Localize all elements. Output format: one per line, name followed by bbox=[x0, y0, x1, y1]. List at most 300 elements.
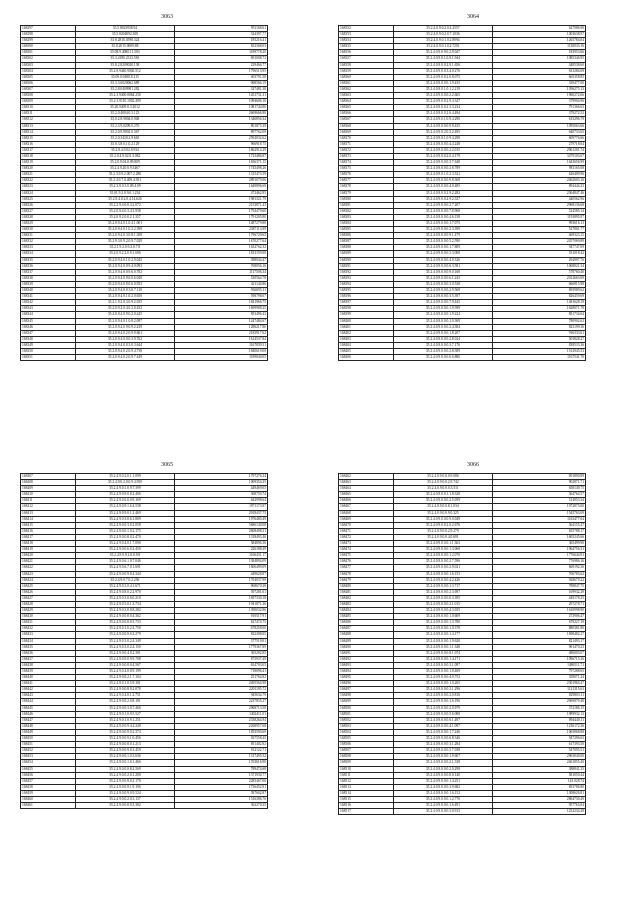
amount-cell: 3479103.67 bbox=[492, 153, 585, 159]
code-cell: 35.2.4.0.9.0.0.0.3.1.284 bbox=[394, 742, 492, 748]
code-cell: 35.2.4.0.9.0.1.0.1.2.219 bbox=[394, 86, 492, 92]
row-id-cell: 168404 bbox=[339, 342, 394, 348]
code-cell: 35.2.4.0.9.0.0.0.6.6.886 bbox=[394, 355, 492, 361]
row-id-cell: 168483 bbox=[339, 601, 394, 607]
amount-cell: 339477.00 bbox=[492, 80, 585, 86]
amount-cell: 875937.49 bbox=[174, 656, 267, 662]
row-id-cell: 168320 bbox=[21, 166, 76, 172]
code-cell: 35.2.4.0.9.0.0.2.0.8.075 bbox=[394, 74, 492, 80]
amount-cell: 1068821.34 bbox=[492, 263, 585, 269]
code-cell: 35.2.4.9.0.0.1.0.3.636 bbox=[76, 754, 174, 760]
amount-cell: 364764.57 bbox=[492, 492, 585, 498]
amount-cell: 658149.75 bbox=[492, 486, 585, 492]
code-cell: 35.2.4.0.9.0.0.0.3.7.038 bbox=[394, 748, 492, 754]
code-cell: 35.2.0.9.2.2.0.9.1.696 bbox=[76, 251, 174, 257]
row-id-cell: 168313 bbox=[21, 123, 76, 129]
code-cell: 35.2.4.9.0.0.1.0.2.175 bbox=[76, 528, 174, 534]
row-id-cell: 168355 bbox=[339, 44, 394, 50]
amount-cell: 1723486.87 bbox=[174, 153, 267, 159]
row-id-cell: 168357 bbox=[339, 56, 394, 62]
row-id-cell: 168474 bbox=[339, 547, 394, 553]
code-cell: 35.2.4.0.9.0.0.0.0.3.395 bbox=[394, 595, 492, 601]
row-id-cell: 168486 bbox=[339, 620, 394, 626]
amount-cell: 1516386.76 bbox=[174, 796, 267, 802]
code-cell: 35.01.9.2.0.9.0.1.234 bbox=[76, 190, 174, 196]
amount-cell: 851402.82 bbox=[174, 742, 267, 748]
row-id-cell: 168347 bbox=[21, 330, 76, 336]
code-cell: 35.2.8.0409981.282 bbox=[76, 86, 174, 92]
code-cell: 35.2.0.9.4.0.9.0.6.0.953 bbox=[76, 281, 174, 287]
code-cell: 35.2.3.9.0209.0.276 bbox=[76, 123, 174, 129]
code-cell: 35.2.4.9.0.1.0.5.9.101 bbox=[76, 681, 174, 687]
amount-cell: 362270.35 bbox=[174, 803, 267, 809]
amount-cell: 788847.75 bbox=[492, 583, 585, 589]
row-id-cell: 168317 bbox=[21, 147, 76, 153]
amount-cell: 2387113.99 bbox=[174, 227, 267, 233]
page-title: 3063 bbox=[161, 14, 173, 20]
row-id-cell: 168343 bbox=[21, 306, 76, 312]
code-cell: 35.2.4.0.9.0.0.0.1.4.251 bbox=[394, 778, 492, 784]
code-cell: 35.2.4.9.0.8.0.2.2.970 bbox=[76, 589, 174, 595]
amount-cell: 2018437.75 bbox=[174, 510, 267, 516]
row-id-cell: 168480 bbox=[339, 583, 394, 589]
code-cell: 35.2.0.9.4.0.1.0.8.2.097 bbox=[76, 318, 174, 324]
row-id-cell: 168307 bbox=[21, 86, 76, 92]
row-id-cell: 168328 bbox=[21, 214, 76, 220]
code-cell: 35.2.4.0.9.0.0.0.3.3.008 bbox=[394, 251, 492, 257]
row-id-cell: 168375 bbox=[339, 166, 394, 172]
amount-cell: 1193895.97 bbox=[492, 214, 585, 220]
code-cell: 35.2.0.9.4.0.0.3.0.7.110 bbox=[76, 288, 174, 294]
code-cell: 35.2.4.0.9.0.0.0.2.7.207 bbox=[394, 202, 492, 208]
amount-cell: 894444.23 bbox=[492, 184, 585, 190]
row-id-cell: 168504 bbox=[339, 729, 394, 735]
amount-cell: 324397.77 bbox=[174, 32, 267, 38]
amount-cell: 1862914.29 bbox=[174, 147, 267, 153]
amount-cell: 1606499.09 bbox=[174, 565, 267, 571]
code-cell: 35.2.4.0.9.0.0.0.1.2.070 bbox=[394, 553, 492, 559]
row-id-cell: 168325 bbox=[21, 196, 76, 202]
amount-cell: 776986.16 bbox=[492, 559, 585, 565]
row-id-cell: 168390 bbox=[339, 257, 394, 263]
code-cell: 35.0.3.8.0.1.0.2.129 bbox=[76, 141, 174, 147]
amount-cell: 397602.87 bbox=[174, 790, 267, 796]
row-id-cell: 168508 bbox=[339, 754, 394, 760]
code-cell: 35.2.4.0.9.0.0.0.2.1.015 bbox=[394, 601, 492, 607]
amount-cell: 691890.89 bbox=[492, 474, 585, 480]
code-cell: 35.2.4.0.9.0.0.0.1.6.491 bbox=[394, 803, 492, 809]
amount-cell: 1632762.32 bbox=[174, 245, 267, 251]
row-id-cell: 168411 bbox=[21, 498, 76, 504]
code-cell: 35.2.4.0.9.0.0.0.4.3.035 bbox=[394, 608, 492, 614]
code-cell: 35.2.4.9.0.0.2.0.3.137 bbox=[76, 796, 174, 802]
amount-cell: 1487279.88 bbox=[174, 221, 267, 227]
code-cell: 35.2.4.0.9.0.0.0.2.5.059 bbox=[394, 498, 492, 504]
amount-cell: 2968136.68 bbox=[492, 202, 585, 208]
amount-cell: 364155.47 bbox=[492, 522, 585, 528]
code-cell: 35.2.4.0.9.0.0.0.4.0.485 bbox=[394, 184, 492, 190]
amount-cell: 1481628.19 bbox=[492, 300, 585, 306]
amount-cell: 530564.78 bbox=[174, 275, 267, 281]
amount-cell: 2891079.06 bbox=[174, 178, 267, 184]
code-cell: 35.2.4.0.9.0.0.0.1.1.348 bbox=[394, 644, 492, 650]
page-3065 bbox=[14, 458, 320, 898]
amount-cell: 1009354.25 bbox=[174, 480, 267, 486]
code-cell: 35.2.4.9.0.0.8.9.2.078 bbox=[76, 687, 174, 693]
amount-cell: 1763616.90 bbox=[174, 760, 267, 766]
row-id-cell: 168467 bbox=[339, 504, 394, 510]
amount-cell: 780902.62 bbox=[492, 318, 585, 324]
code-cell: 35.2.0.9.4.0.2.0.9.9.661 bbox=[76, 330, 174, 336]
row-id-cell: 168491 bbox=[339, 650, 394, 656]
row-id-cell: 168437 bbox=[21, 656, 76, 662]
row-id-cell: 168346 bbox=[21, 324, 76, 330]
amount-cell: 2961201.74 bbox=[492, 147, 585, 153]
amount-cell: 902871.71 bbox=[492, 480, 585, 486]
code-cell: 35.2.9.4.0.2.0.4.14.626 bbox=[76, 196, 174, 202]
code-cell: 35.2.4.0.9.0.0.0.1.4.171 bbox=[394, 656, 492, 662]
code-cell: 35.2.4.9.0.0.2.0.1.200 bbox=[76, 772, 174, 778]
code-cell: 35.2.4.0.9.0.0.2.0.4.179 bbox=[394, 153, 492, 159]
row-id-cell: 168397 bbox=[339, 300, 394, 306]
code-cell: 35.2.4.0.9.0.0.2.0.2.676 bbox=[394, 522, 492, 528]
amount-cell: 1286217.86 bbox=[174, 324, 267, 330]
amount-cell: 503828.27 bbox=[492, 336, 585, 342]
row-id-cell: 168496 bbox=[339, 681, 394, 687]
row-id-cell: 168329 bbox=[21, 221, 76, 227]
code-cell: 35.2.4.0.9.0.0.0.3.511 bbox=[394, 486, 492, 492]
row-id-cell: 168391 bbox=[339, 263, 394, 269]
code-cell: 35.2.4.0.9.0.0.2.9.279 bbox=[394, 528, 492, 534]
code-cell: 35.2.4.0.9.0.0.0.3.7.176 bbox=[394, 342, 492, 348]
amount-cell: 2592032.62 bbox=[174, 135, 267, 141]
code-cell: 35.2.4.9.0.0.9.0.2.170 bbox=[76, 778, 174, 784]
row-id-cell: 168324 bbox=[21, 190, 76, 196]
row-id-cell: 168408 bbox=[21, 480, 76, 486]
row-id-cell: 168461 bbox=[21, 803, 76, 809]
code-cell: 35.2.4.9.0.3.0.4.1.671 bbox=[76, 583, 174, 589]
row-id-cell: 168487 bbox=[339, 626, 394, 632]
code-cell: 35.2.4.0.9.0.1.0.2.8094 bbox=[394, 38, 492, 44]
row-id-cell: 168319 bbox=[21, 160, 76, 166]
data-table bbox=[338, 473, 586, 815]
code-cell: 35.2.4.0.9.0.0.0.3.5.397 bbox=[394, 294, 492, 300]
row-id-cell: 168327 bbox=[21, 208, 76, 214]
code-cell: 35.2.4.0.9.0.0.0.1.3.717 bbox=[394, 583, 492, 589]
code-cell: 35.2.4.9.0.0.3.0.7.466 bbox=[76, 705, 174, 711]
amount-cell: 1813159.00 bbox=[174, 251, 267, 257]
row-id-cell: 168507 bbox=[339, 748, 394, 754]
amount-cell: 1236172.36 bbox=[492, 723, 585, 729]
row-id-cell: 168469 bbox=[339, 516, 394, 522]
code-cell: 35.2.4.0.9.0.0.0.3.1.097 bbox=[394, 662, 492, 668]
amount-cell: 1971173.97 bbox=[174, 504, 267, 510]
code-cell: 35.2.4.0.9.0.1.0.9.4.290 bbox=[394, 117, 492, 123]
amount-cell: 372186.15 bbox=[492, 705, 585, 711]
amount-cell: 143.028.74 bbox=[492, 778, 585, 784]
row-id-cell: 168306 bbox=[21, 80, 76, 86]
row-id-cell: 168349 bbox=[21, 342, 76, 348]
code-cell: 35.2.0.9.4.0.3.4.3.938 bbox=[76, 208, 174, 214]
amount-cell: 706783.62 bbox=[492, 571, 585, 577]
row-id-cell: 168475 bbox=[339, 553, 394, 559]
code-cell: 35.2.4.0.9.0.0.0.1.0.369 bbox=[394, 318, 492, 324]
row-id-cell: 168506 bbox=[339, 742, 394, 748]
code-cell: 35.2.4.0.9.0.0.0.2.0.298 bbox=[394, 766, 492, 772]
amount-cell: 1670277.64 bbox=[174, 239, 267, 245]
row-id-cell: 168383 bbox=[339, 214, 394, 220]
amount-cell: 1095063.66 bbox=[492, 123, 585, 129]
code-cell: 35.8.2015.0009.88 bbox=[76, 44, 174, 50]
row-id-cell: 168367 bbox=[339, 117, 394, 123]
amount-cell: 365499.90 bbox=[492, 541, 585, 547]
amount-cell: 1796513.95 bbox=[174, 68, 267, 74]
row-id-cell: 168300 bbox=[21, 44, 76, 50]
amount-cell: 678258.00 bbox=[174, 626, 267, 632]
amount-cell: 1451731.31 bbox=[174, 93, 267, 99]
amount-cell: 473906.47 bbox=[492, 614, 585, 620]
row-id-cell: 168419 bbox=[21, 547, 76, 553]
row-id-cell: 168336 bbox=[21, 263, 76, 269]
code-cell: 35.2.4.0.9.0.0.0.1.0.378 bbox=[394, 626, 492, 632]
row-id-cell: 168365 bbox=[339, 105, 394, 111]
amount-cell: 1384894.09 bbox=[174, 559, 267, 565]
row-id-cell: 168420 bbox=[21, 553, 76, 559]
code-cell: 35.2.4.0.7.0.409.4.931 bbox=[76, 178, 174, 184]
amount-cell: 578760.40 bbox=[492, 269, 585, 275]
row-id-cell: 168428 bbox=[21, 601, 76, 607]
row-id-cell: 168403 bbox=[339, 336, 394, 342]
code-cell: 35.2.4.9.0.0.8.0.1.213 bbox=[76, 742, 174, 748]
row-id-cell: 168497 bbox=[339, 687, 394, 693]
amount-cell: 2969879.40 bbox=[492, 699, 585, 705]
code-cell: 35.2.0.9.2.0.4.0.2.0.452 bbox=[76, 306, 174, 312]
row-id-cell: 168484 bbox=[339, 608, 394, 614]
row-id-cell: 168298 bbox=[21, 32, 76, 38]
code-cell: 35.20.9409.0.3.2012 bbox=[76, 105, 174, 111]
code-cell: 35.2.0.9.4.0.9.0.2.0.245 bbox=[76, 312, 174, 318]
code-cell: 35.2.4.0.9.0.0.0.1.3.780 bbox=[394, 620, 492, 626]
code-cell: 35.2.4.0.9.0.0.0.5.6.088 bbox=[394, 711, 492, 717]
code-cell: 35.8.2.8209020.138 bbox=[76, 62, 174, 68]
row-id-cell: 168421 bbox=[21, 559, 76, 565]
row-id-cell: 168395 bbox=[339, 288, 394, 294]
code-cell: 35.2.4.9.0.0.8.0.4.362 bbox=[76, 614, 174, 620]
code-cell: 35.2.2.9.4.0.0.3.2.072 bbox=[76, 202, 174, 208]
row-id-cell: 168453 bbox=[21, 754, 76, 760]
amount-cell: 368759.74 bbox=[174, 492, 267, 498]
amount-cell: 1081744.86 bbox=[174, 105, 267, 111]
row-id-cell: 168445 bbox=[21, 705, 76, 711]
data-table bbox=[20, 25, 268, 361]
code-cell: 35.2.4.0.9.0.0.0.4.0.326 bbox=[394, 257, 492, 263]
amount-cell: 1317495.52 bbox=[174, 754, 267, 760]
row-id-cell: 168510 bbox=[339, 766, 394, 772]
code-cell: 35.2.4.0.9.0.0.0.1.9.620 bbox=[394, 638, 492, 644]
row-id-cell: 168335 bbox=[21, 257, 76, 263]
page-3064 bbox=[320, 10, 626, 450]
row-id-cell: 168448 bbox=[21, 723, 76, 729]
row-id-cell: 168348 bbox=[21, 336, 76, 342]
amount-cell: 627474.75 bbox=[174, 620, 267, 626]
amount-cell: 1371930.77 bbox=[174, 772, 267, 778]
code-cell: 35.2.3.9.0.3.0.09.4.09 bbox=[76, 184, 174, 190]
row-id-cell: 168409 bbox=[21, 486, 76, 492]
amount-cell: 1796729.65 bbox=[174, 233, 267, 239]
amount-cell: 695989.62 bbox=[492, 288, 585, 294]
code-cell: 35.2.4.9.0.6.0.0.9.169 bbox=[76, 498, 174, 504]
amount-cell: 631284.69 bbox=[492, 68, 585, 74]
amount-cell: 2364847.46 bbox=[492, 190, 585, 196]
row-id-cell: 168388 bbox=[339, 245, 394, 251]
row-id-cell: 168339 bbox=[21, 281, 76, 287]
code-cell: 35.2.0.9.4.0.1.0.2.9.045 bbox=[76, 257, 174, 263]
row-id-cell: 168462 bbox=[339, 474, 394, 480]
row-id-cell: 168337 bbox=[21, 269, 76, 275]
row-id-cell: 168464 bbox=[339, 486, 394, 492]
amount-cell: 609776.66 bbox=[492, 135, 585, 141]
row-id-cell: 168362 bbox=[339, 86, 394, 92]
row-id-cell: 168501 bbox=[339, 711, 394, 717]
amount-cell: 2495564.98 bbox=[174, 681, 267, 687]
amount-cell: 524585.14 bbox=[492, 208, 585, 214]
code-cell: 35.2.4.0.9.0.0.0.1.9.607 bbox=[394, 754, 492, 760]
code-cell: 35.2.4.0.9.0.0.0.5.2.590 bbox=[394, 239, 492, 245]
amount-cell: 615296.79 bbox=[492, 117, 585, 123]
row-id-cell: 168323 bbox=[21, 184, 76, 190]
row-id-cell: 168351 bbox=[21, 355, 76, 361]
row-id-cell: 168458 bbox=[21, 784, 76, 790]
row-id-cell: 168378 bbox=[339, 184, 394, 190]
row-id-cell: 168442 bbox=[21, 687, 76, 693]
code-cell: 35.2.4.0.9.0.0.0.3.9.682 bbox=[394, 784, 492, 790]
row-id-cell: 168499 bbox=[339, 699, 394, 705]
code-cell: 35.2.4.0.9.0.0.0.9.0.168 bbox=[394, 269, 492, 275]
code-cell: 35.2.4.9.0.0.2.0.8.191 bbox=[76, 699, 174, 705]
code-cell: 35.2.4.0.9.0.0.0.1.8.469 bbox=[394, 669, 492, 675]
row-id-cell: 168485 bbox=[339, 614, 394, 620]
code-cell: 35.2.4.0.9.0.0.8.1.034 bbox=[394, 504, 492, 510]
code-cell: 35.2.4.0.9.0.0.2.9.742 bbox=[394, 480, 492, 486]
code-cell: 35.8.2810.0598.324 bbox=[76, 38, 174, 44]
code-cell: 35.2.4.9.0.9.0.1.2.469 bbox=[76, 510, 174, 516]
amount-cell: 388841.35 bbox=[492, 766, 585, 772]
code-cell: 35.2.4.0.9.0.0.0.1.6.196 bbox=[394, 699, 492, 705]
amount-cell: 581050.44 bbox=[492, 772, 585, 778]
code-cell: 35.2.0.9.04.0.09.809 bbox=[76, 160, 174, 166]
amount-cell: 1252234.49 bbox=[492, 809, 585, 815]
amount-cell: 1704037.99 bbox=[174, 577, 267, 583]
amount-cell: 768056.16 bbox=[174, 263, 267, 269]
row-id-cell: 168415 bbox=[21, 522, 76, 528]
row-id-cell: 168374 bbox=[339, 160, 394, 166]
code-cell: 35.2.4.0.9.0.0.0.4.4.248 bbox=[394, 141, 492, 147]
amount-cell: 968566.19 bbox=[174, 80, 267, 86]
row-id-cell: 168476 bbox=[339, 559, 394, 565]
row-id-cell: 168312 bbox=[21, 117, 76, 123]
row-id-cell: 168429 bbox=[21, 608, 76, 614]
code-cell: 35.2.4.9.0.0.1.0.1.466 bbox=[76, 760, 174, 766]
row-id-cell: 168492 bbox=[339, 656, 394, 662]
code-cell: 35.2.4.0.9.0.0.0.9.1.479 bbox=[394, 233, 492, 239]
row-id-cell: 168303 bbox=[21, 62, 76, 68]
amount-cell: 665358.85 bbox=[492, 74, 585, 80]
row-id-cell: 168387 bbox=[339, 239, 394, 245]
row-id-cell: 168352 bbox=[339, 26, 394, 32]
row-id-cell: 168516 bbox=[339, 803, 394, 809]
row-id-cell: 168444 bbox=[21, 699, 76, 705]
amount-cell: 358071.24 bbox=[492, 675, 585, 681]
amount-cell: 1643656.99 bbox=[492, 160, 585, 166]
amount-cell: 469323.15 bbox=[492, 233, 585, 239]
amount-cell: 1096715.26 bbox=[492, 656, 585, 662]
code-cell: 35.2.4.0.9.0.0.2.6.4.494 bbox=[394, 111, 492, 117]
amount-cell: 1117506.34 bbox=[174, 269, 267, 275]
code-cell: 35.2.4.0.9.0.0.2.9.2.282 bbox=[394, 190, 492, 196]
code-cell: 35.2.4.9.0.3.0.6.1.809 bbox=[76, 516, 174, 522]
amount-cell: 945634.79 bbox=[174, 693, 267, 699]
row-id-cell: 168345 bbox=[21, 318, 76, 324]
amount-cell: 2268957.68 bbox=[174, 723, 267, 729]
code-cell: 35.2.4.9.0.4.0.1.7.090 bbox=[76, 541, 174, 547]
code-cell: 35.2.4.9.0.0.6.0.2.450 bbox=[76, 547, 174, 553]
code-cell: 35.2.0.9.2.0.0.2.1.357 bbox=[76, 214, 174, 220]
code-cell: 35.2.4.9.0.0.9.4.2.240 bbox=[76, 723, 174, 729]
code-cell: 35.2.9.3.0.9.2.0.9.7.029 bbox=[76, 239, 174, 245]
code-cell: 35.2.4.0.9.0.0.0.2.8.789 bbox=[394, 166, 492, 172]
row-id-cell: 168511 bbox=[339, 772, 394, 778]
amount-cell: 1163477.04 bbox=[492, 516, 585, 522]
code-cell: 35.0.2.8.9004.0.948 bbox=[76, 117, 174, 123]
code-cell: 35.2.3.9.9.2.007.2.280 bbox=[76, 172, 174, 178]
code-cell: 35.2.4.9.0.0.8.0.2.470 bbox=[76, 534, 174, 540]
row-id-cell: 168334 bbox=[21, 251, 76, 257]
row-id-cell: 168406 bbox=[339, 355, 394, 361]
code-cell: 35.2.4.0.9.0.0.0.2.3.399 bbox=[394, 227, 492, 233]
row-id-cell: 168299 bbox=[21, 38, 76, 44]
amount-cell: 2285467.06 bbox=[174, 778, 267, 784]
code-cell: 35.2.4.0.9.0.0.0.2.1.296 bbox=[394, 687, 492, 693]
code-cell: 35.2.4.0.9.0.0.0.1.9.599 bbox=[394, 306, 492, 312]
code-cell: 35.2.3.9400.8064.230 bbox=[76, 93, 174, 99]
amount-cell: 169932.29 bbox=[492, 589, 585, 595]
amount-cell: 1265784.04 bbox=[492, 38, 585, 44]
row-id-cell: 168447 bbox=[21, 717, 76, 723]
row-id-cell: 168326 bbox=[21, 202, 76, 208]
row-id-cell: 168463 bbox=[339, 480, 394, 486]
code-cell: 35.2.0.9.9002.0.367 bbox=[76, 129, 174, 135]
amount-cell: 797288.65 bbox=[492, 669, 585, 675]
amount-cell: 957763.04 bbox=[492, 803, 585, 809]
row-id-cell: 168321 bbox=[21, 172, 76, 178]
row-id-cell: 168386 bbox=[339, 233, 394, 239]
code-cell: 35.2.4.0.9.0.2.0.3.2.495 bbox=[394, 129, 492, 135]
code-cell: 35.2.4.9.0.2.0.0.9.4.950 bbox=[76, 480, 174, 486]
amount-cell: 229466.77 bbox=[174, 62, 267, 68]
row-id-cell: 168341 bbox=[21, 294, 76, 300]
amount-cell: 1776644.91 bbox=[492, 553, 585, 559]
table-row bbox=[339, 355, 586, 361]
row-id-cell: 168389 bbox=[339, 251, 394, 257]
amount-cell: 823199.36 bbox=[492, 324, 585, 330]
row-id-cell: 168305 bbox=[21, 74, 76, 80]
row-id-cell: 168441 bbox=[21, 681, 76, 687]
row-id-cell: 168361 bbox=[339, 80, 394, 86]
code-cell: 35.2.4.9.0.0.9.0.9.524 bbox=[76, 790, 174, 796]
page-3066 bbox=[320, 458, 626, 898]
code-cell: 35.2.4.0.9.0.0.0.1.7.075 bbox=[394, 221, 492, 227]
row-id-cell: 168515 bbox=[339, 796, 394, 802]
